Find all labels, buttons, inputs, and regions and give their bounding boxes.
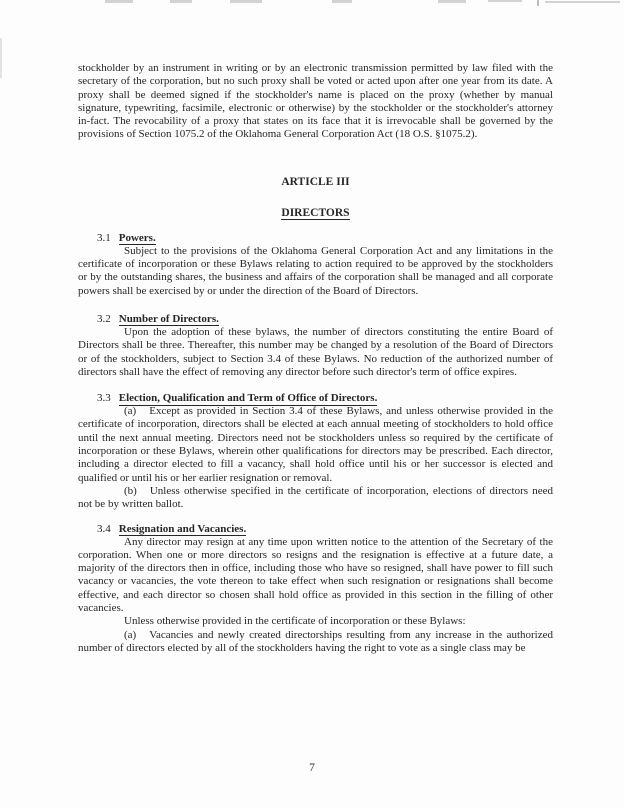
article-subheading-text: DIRECTORS [281, 206, 350, 219]
paragraph-label: (a) [124, 628, 137, 641]
section-3-3-paragraph-b [78, 485, 553, 512]
section-3-2-paragraph: Upon the adoption of these bylaws, the number of directors constituting the entire Board of Directors shall be three. Thereafter, this number may be changed by a resolution of the Board of Directors or of the stockholders, subject to Section 3.4 of these Bylaws. No reduction of the authorized number of directors shall have the effect of removing any director before such director's term of office expires. [78, 325, 553, 378]
section-3-3-paragraph-a [78, 405, 553, 485]
scan-artifact-dash [105, 0, 133, 3]
section-title: Election, Qualification and Term of Office of Directors. [118, 392, 378, 405]
scan-artifact-dash [332, 0, 352, 3]
paragraph-text: Unless otherwise specified in the certificate of incorporation, elections of directors need not be by written ballot. [78, 484, 553, 511]
document-body [78, 62, 553, 655]
article-heading: ARTICLE III [281, 175, 350, 188]
paragraph-label: (a) [124, 405, 137, 418]
paragraph-text: Vacancies and newly created directorships resulting from any increase in the authorized number of directors elected by all of the stockholders having the right to vote as a single class may be [78, 628, 553, 654]
section-3-1-paragraph: Subject to the provisions of the Oklahoma General Corporation Act and any limitations in the certificate of incorporation or these Bylaws relating to action required to be approved by the stockholders or by the outstanding shares, the business and affairs of the corporation shall be managed and all corporate powers shall be exercised by or under the direction of the Board of Directors. [78, 244, 553, 297]
section-3-2-heading [97, 312, 553, 326]
scan-artifact-dash [438, 0, 466, 3]
section-number: 3.4 [97, 522, 111, 535]
section-number: 3.3 [97, 392, 111, 405]
section-number: 3.2 [97, 312, 111, 325]
section-3-4-paragraph-a [78, 629, 553, 656]
section-title: Number of Directors. [118, 312, 219, 325]
section-3-4-paragraph-1: Any director may resign at any time upon written notice to the attention of the Secretary of the corporation. When one or more directors so resigns and the resignation is effective at a future date, a majority of the directors then in office, including those who have so resigned, shall have power to fill such vacancy or vacancies, the vote thereon to take effect when such resignation or resignations shall become effective, and each director so chosen shall hold office as provided in this section in the filling of other vacancies. [78, 535, 553, 615]
article-subheading [78, 207, 553, 220]
page-number: 7 [309, 762, 315, 774]
paragraph-label: (b) [124, 484, 137, 497]
scan-artifact-dash [488, 0, 522, 2]
section-3-3-heading [97, 391, 553, 405]
scan-artifact-dash [230, 0, 262, 3]
section-3-4-paragraph-2: Unless otherwise provided in the certificate of incorporation or these Bylaws: [124, 615, 466, 628]
scan-artifact-dash [170, 0, 192, 3]
scan-artifact-edge [0, 38, 2, 78]
paragraph-text: Except as provided in Section 3.4 of these Bylaws, and unless otherwise provided in the certificate of incorporation, directors shall be elected at each annual meeting of stockholders to hold office until the next annual meeting. Directors need not be stockholders unless so required by the certificate of incorporation or these Bylaws, wherein other qualifications for directors may be prescribed. Each director, including a director elected to fill a vacancy, shall hold office until his or her successor is elected and qualified or until his or her earlier resignation or removal. [78, 405, 553, 484]
continued-paragraph: stockholder by an instrument in writing or by an electronic transmission permitted by law filed with the secretary of the corporation, but no such proxy shall be voted or acted upon after one year from its date. A proxy shall be deemed signed if the stockholder's name is placed on the proxy (whether by manual signature, typewriting, facsimile, electronic or otherwise) by the stockholder or the stockholder's attorney in-fact. The revocability of a proxy that states on its face that it is irrevocable shall be governed by the provisions of Section 1075.2 of the Oklahoma General Corporation Act (18 O.S. §1075.2). [78, 62, 553, 141]
section-number: 3.1 [97, 231, 111, 244]
section-3-1-heading [97, 231, 553, 245]
section-title: Powers. [118, 231, 156, 244]
scan-artifact-tick [537, 0, 539, 6]
scan-artifact-dash [545, 1, 620, 3]
section-title: Resignation and Vacancies. [118, 522, 247, 535]
section-3-4-heading [97, 522, 553, 536]
